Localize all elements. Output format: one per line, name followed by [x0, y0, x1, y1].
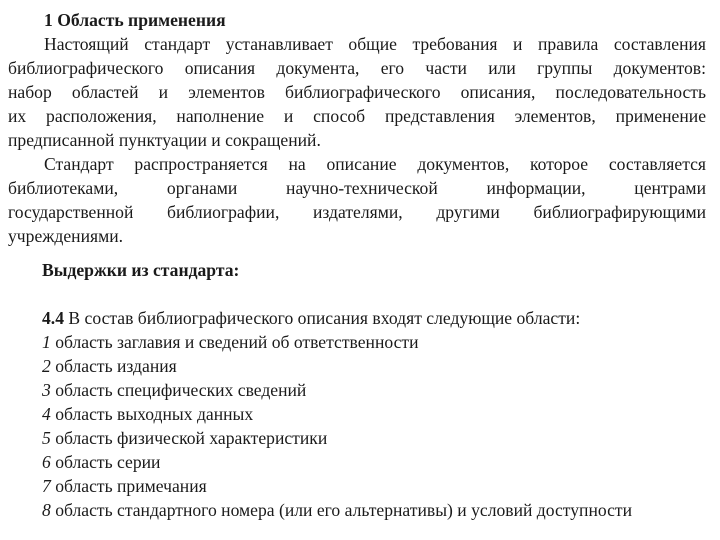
- area-number: 5: [42, 428, 51, 448]
- area-text: область издания: [50, 356, 177, 376]
- list-item: [42, 378, 718, 402]
- area-number: 8: [42, 500, 51, 520]
- area-number: 2: [42, 356, 51, 376]
- section-heading: 1 Область применения: [44, 10, 226, 30]
- area-text: область стандартного номера (или его альтернативы) и условий доступности: [50, 500, 633, 520]
- area-text: область выходных данных: [50, 404, 254, 424]
- scope-paragraph: [8, 32, 706, 152]
- application-paragraph: [8, 152, 706, 248]
- list-item: [42, 330, 718, 354]
- area-text: область специфических сведений: [50, 380, 307, 400]
- clause-number: 4.4: [42, 308, 64, 328]
- paragraph-line: Настоящий стандарт устанавливает общие требования и правила составления: [44, 34, 706, 54]
- area-text: область физической характеристики: [50, 428, 328, 448]
- area-number: 4: [42, 404, 51, 424]
- area-text: область примечания: [50, 476, 207, 496]
- area-number: 6: [42, 452, 51, 472]
- list-item: [42, 426, 718, 450]
- list-item: [42, 450, 718, 474]
- paragraph-line: набор областей и элементов библиографического описания, последовательность: [8, 82, 706, 102]
- clause-line: [42, 306, 718, 330]
- area-number: 7: [42, 476, 51, 496]
- list-item: [42, 402, 718, 426]
- area-text: область заглавия и сведений об ответственности: [50, 332, 419, 352]
- list-item: [42, 498, 718, 522]
- paragraph-line: Стандарт распространяется на описание документов, которое составляется: [44, 154, 706, 174]
- area-text: область серии: [50, 452, 161, 472]
- list-item: [42, 354, 718, 378]
- area-number: 1: [42, 332, 51, 352]
- area-number: 3: [42, 380, 51, 400]
- paragraph-line: предписанной пунктуации и сокращений.: [8, 130, 321, 150]
- paragraph-line: библиографического описания документа, его части или группы документов:: [8, 58, 706, 78]
- paragraph-line: государственной библиографии, издателями, другими библиографирующими: [8, 202, 706, 222]
- areas-list: [42, 306, 718, 522]
- paragraph-line: их расположения, наполнение и способ представления элементов, применение: [8, 106, 706, 126]
- list-item: [42, 474, 718, 498]
- paragraph-line: учреждениями.: [8, 226, 124, 246]
- paragraph-line: библиотеками, органами научно-технической информации, центрами: [8, 178, 706, 198]
- excerpt-title: Выдержки из стандарта:: [42, 260, 240, 280]
- clause-text: В состав библиографического описания входят следующие области:: [64, 308, 581, 328]
